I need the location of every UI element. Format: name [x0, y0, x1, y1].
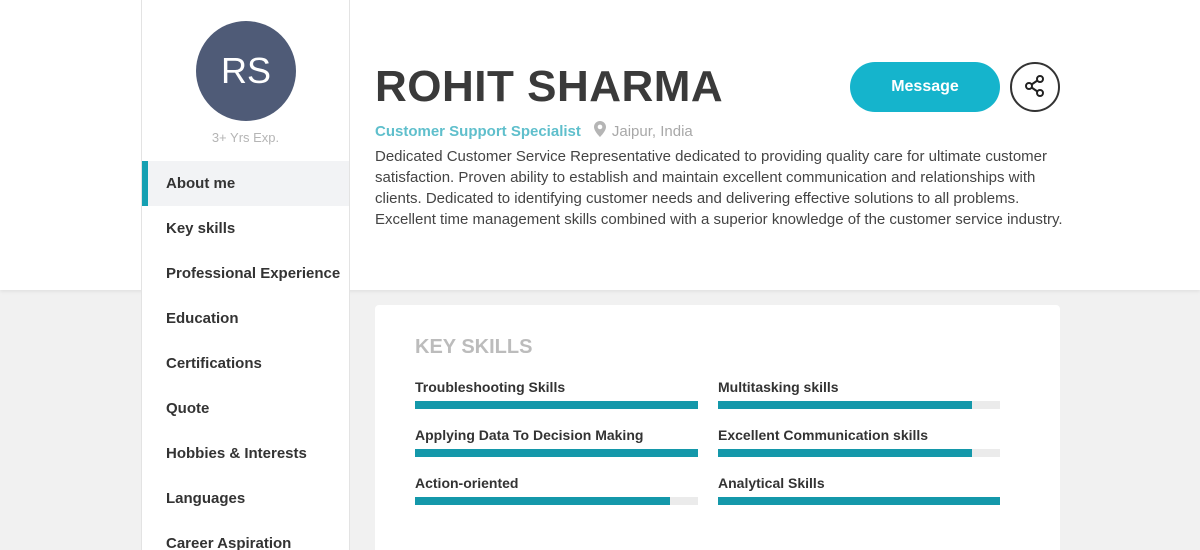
- message-button[interactable]: Message: [850, 62, 1000, 112]
- sidebar-item-languages[interactable]: Languages: [166, 490, 246, 507]
- skill-item: [718, 475, 1000, 505]
- skill-label: Applying Data To Decision Making: [415, 427, 644, 443]
- sidebar-item-certifications[interactable]: Certifications: [166, 355, 262, 372]
- skill-item: [718, 427, 1000, 457]
- role-location-row: [375, 121, 693, 141]
- skill-item: [415, 379, 698, 409]
- skill-label: Multitasking skills: [718, 379, 839, 395]
- skill-label: Action-oriented: [415, 475, 519, 491]
- sidebar-item-key-skills[interactable]: Key skills: [166, 220, 236, 237]
- skill-item: [415, 475, 698, 505]
- sidebar-item-hobbies[interactable]: Hobbies & Interests: [166, 445, 307, 462]
- sidebar: [141, 0, 350, 550]
- job-title: Customer Support Specialist: [375, 122, 581, 140]
- sidebar-item-education[interactable]: Education: [166, 310, 239, 327]
- skill-bar: [718, 497, 1000, 505]
- skill-bar-fill: [718, 401, 972, 409]
- experience-label: 3+ Yrs Exp.: [211, 130, 280, 145]
- about-summary: Dedicated Customer Service Representative dedicated to providing quality care for ultimate customer satisfaction. Proven ability to establish and maintain excellent communication and relationships with clients. Dedicated to identifying customer needs and delivering effective solutions to all problems. Excellent time management skills combined with a superior knowledge of the customer service industry.: [375, 148, 1063, 228]
- key-skills-title: KEY SKILLS: [415, 336, 533, 358]
- skill-bar: [415, 497, 698, 505]
- avatar: RS: [196, 21, 296, 121]
- profile-name: ROHIT SHARMA: [375, 62, 724, 111]
- skill-label: Analytical Skills: [718, 475, 825, 491]
- sidebar-nav: [142, 161, 349, 550]
- share-icon: [1023, 74, 1047, 101]
- skill-label: Troubleshooting Skills: [415, 379, 566, 395]
- sidebar-item-career-aspiration[interactable]: Career Aspiration: [166, 535, 292, 550]
- skill-bar: [718, 449, 1000, 457]
- skill-bar: [415, 401, 698, 409]
- skill-label: Excellent Communication skills: [718, 427, 929, 443]
- skill-item: [415, 427, 698, 457]
- sidebar-item-quote[interactable]: Quote: [166, 400, 210, 417]
- skill-bar: [415, 449, 698, 457]
- skill-bar-fill: [415, 401, 698, 409]
- skill-bar-fill: [415, 449, 698, 457]
- skill-item: [718, 379, 1000, 409]
- sidebar-item-professional-experience[interactable]: Professional Experience: [166, 265, 341, 282]
- skill-bar-fill: [415, 497, 670, 505]
- key-skills-card: [375, 305, 1060, 550]
- location: Jaipur, India: [611, 122, 693, 140]
- skill-bar: [718, 401, 1000, 409]
- location-pin-icon: [594, 121, 606, 141]
- share-button[interactable]: [1010, 62, 1060, 112]
- sidebar-item-about-me[interactable]: About me: [142, 161, 349, 206]
- skill-bar-fill: [718, 449, 972, 457]
- skill-bar-fill: [718, 497, 1000, 505]
